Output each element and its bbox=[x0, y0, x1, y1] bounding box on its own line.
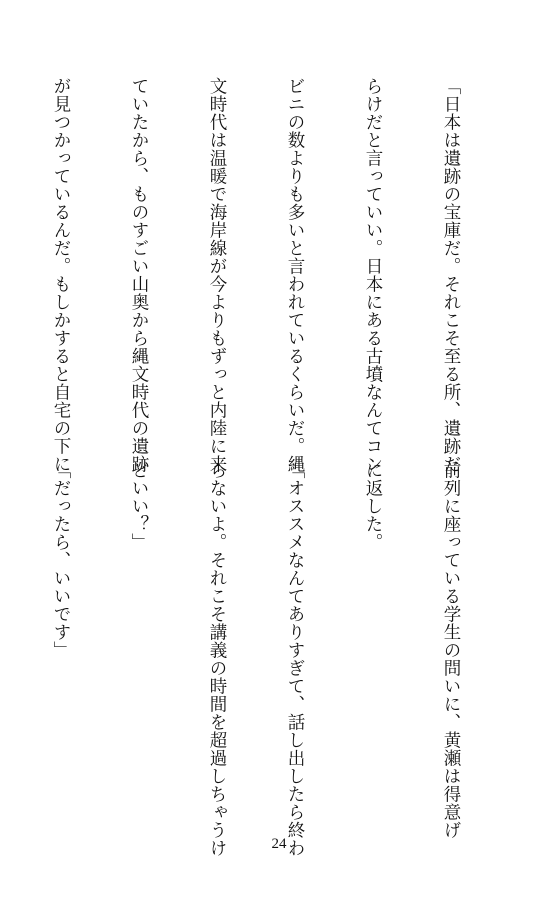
top-text-block bbox=[51, 77, 516, 473]
page-number: 24 bbox=[271, 836, 287, 852]
text-column: 文時代は温暖で海岸線が今よりもずっと内陸に来 bbox=[207, 77, 227, 473]
text-column: 「日本は遺跡の宝庫だ。それこそ至る所、遺跡だ bbox=[441, 77, 461, 473]
text-column: 前列に座っている学生の問いに、黄瀬は得意げ bbox=[441, 461, 461, 839]
text-column: ていたから、ものすごい山奥から縄文時代の遺跡 bbox=[129, 77, 149, 473]
text-column: どいい？」 bbox=[129, 461, 149, 551]
text-column: に返した。 bbox=[363, 461, 383, 551]
text-column: 「オススメなんてありすぎて、話し出したら終わ bbox=[285, 461, 305, 857]
text-column: ビニの数よりも多いと言われているくらいだ。縄 bbox=[285, 77, 305, 473]
text-column: が見つかっているんだ。もしかすると自宅の下に bbox=[51, 77, 71, 473]
text-column: らけだと言っていい。日本にある古墳なんてコン bbox=[363, 77, 383, 473]
text-column: 「だったら、いいです」 bbox=[51, 461, 71, 659]
text-column: らないよ。それこそ講義の時間を超過しちゃうけ bbox=[207, 461, 227, 857]
